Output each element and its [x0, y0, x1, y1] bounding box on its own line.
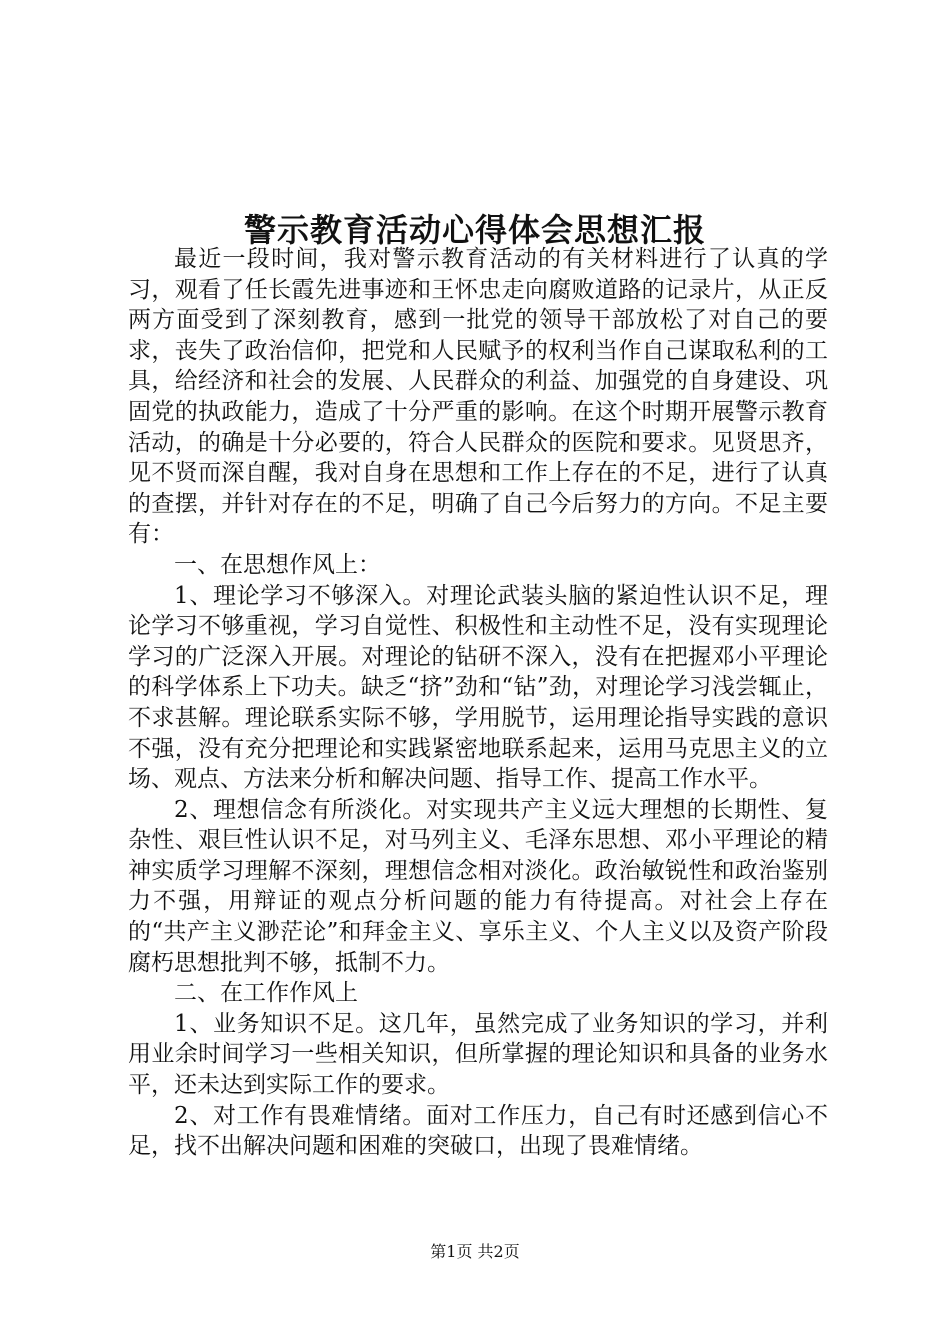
paragraph-ideals: 2、理想信念有所淡化。对实现共产主义远大理想的长期性、复杂性、艰巨性认识不足，对马列主义、毛泽东思想、邓小平理论的精神实质学习理解不深刻，理想信念相对淡化。政治敏锐性和政治鉴别力不强，用辩证的观点分析问题的能力有待提高。对社会上存在的“共产主义渺茫论”和拜金主义、享乐主义、个人主义以及资产阶段腐朽思想批判不够，抵制不力。 [128, 796, 828, 976]
section-heading-thinking: 一、在思想作风上： [174, 551, 381, 578]
section-heading-work: 二、在工作作风上 [174, 980, 358, 1007]
paragraph-fear: 2、对工作有畏难情绪。面对工作压力，自己有时还感到信心不足，找不出解决问题和困难的突破口，出现了畏难情绪。 [128, 1102, 828, 1160]
document-body [128, 244, 828, 1162]
paragraph-knowledge: 1、业务知识不足。这几年，虽然完成了业务知识的学习，并利用业余时间学习一些相关知识，但所掌握的理论知识和具备的业务水平，还未达到实际工作的要求。 [128, 1010, 828, 1099]
paragraph-intro: 最近一段时间，我对警示教育活动的有关材料进行了认真的学习，观看了任长霞先进事迹和王怀忠走向腐败道路的记录片，从正反两方面受到了深刻教育，感到一批党的领导干部放松了对自己的要求，丧失了政治信仰，把党和人民赋予的权利当作自己谋取私利的工具，给经济和社会的发展、人民群众的利益、加强党的自身建设、巩固党的执政能力，造成了十分严重的影响。在这个时期开展警示教育活动，的确是十分必要的，符合人民群众的医院和要求。见贤思齐，见不贤而深自醒，我对自身在思想和工作上存在的不足，进行了认真的查摆，并针对存在的不足，明确了自己今后努力的方向。不足主要有： [128, 246, 828, 548]
document-title: 警示教育活动心得体会思想汇报 [243, 211, 706, 250]
page-footer: 第1页 共2页 [430, 1242, 520, 1261]
paragraph-theory-study: 1、理论学习不够深入。对理论武装头脑的紧迫性认识不足，理论学习不够重视，学习自觉性、积极性和主动性不足，没有实现理论学习的广泛深入开展。对理论的钻研不深入，没有在把握邓小平理论的科学体系上下功夫。缺乏“挤”劲和“钻”劲，对理论学习浅尝辄止，不求甚解。理论联系实际不够，学用脱节，运用理论指导实践的意识不强，没有充分把理论和实践紧密地联系起来，运用马克思主义的立场、观点、方法来分析和解决问题、指导工作、提高工作水平。 [128, 582, 828, 793]
